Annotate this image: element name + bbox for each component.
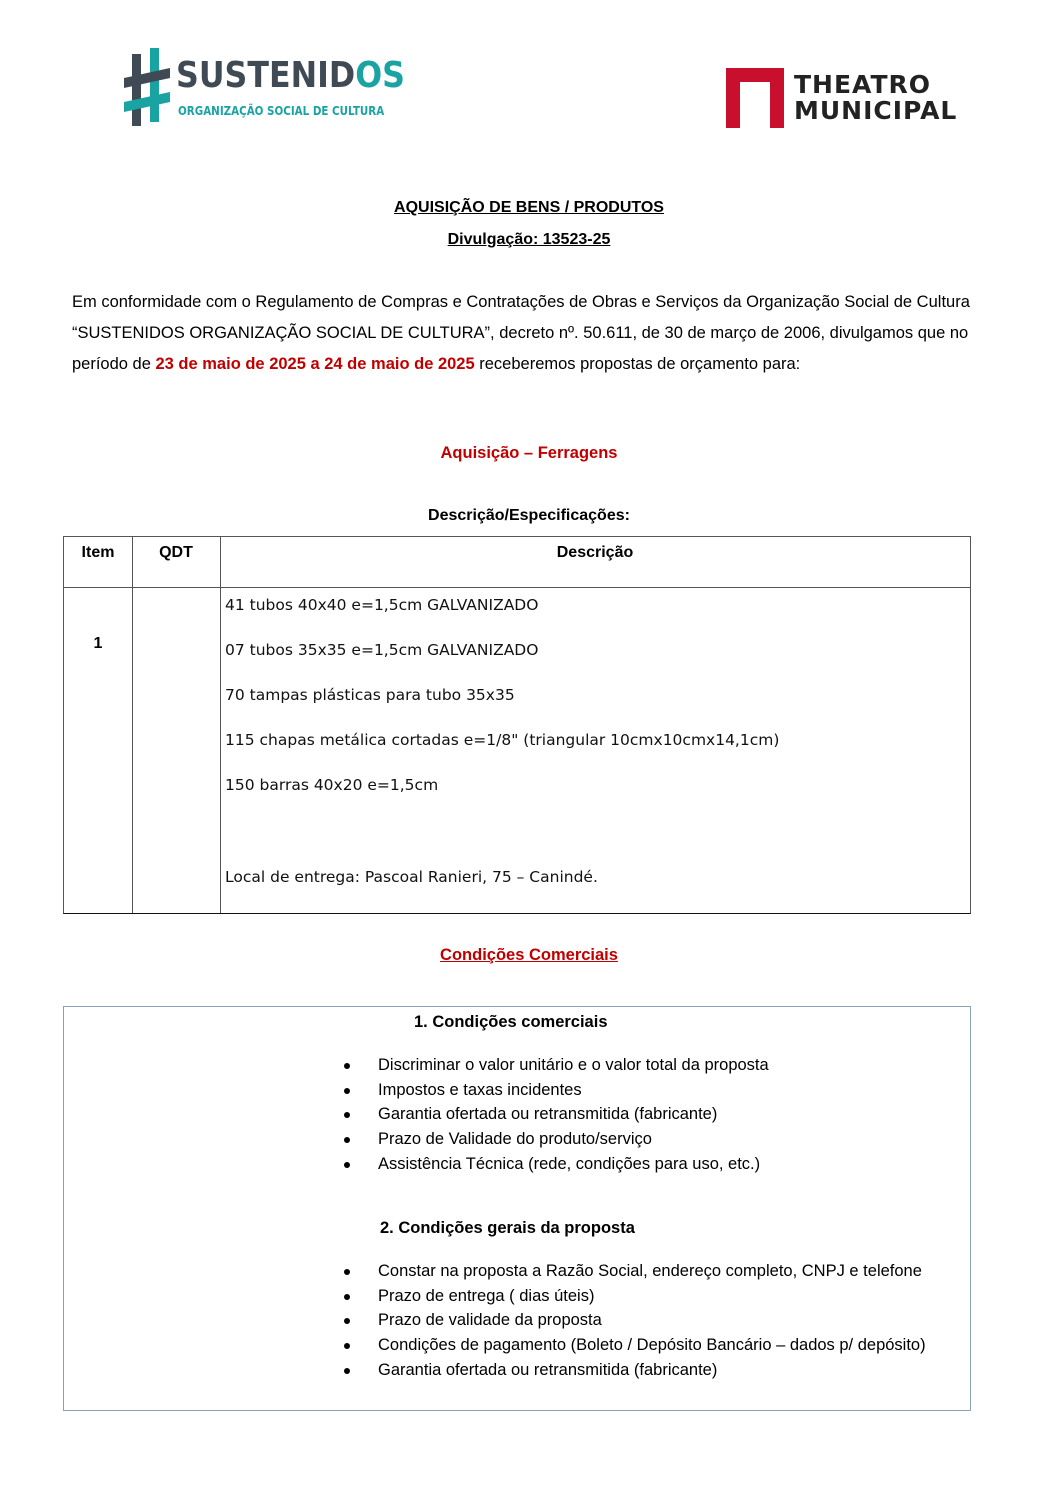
list-item: Constar na proposta a Razão Social, endereço completo, CNPJ e telefone xyxy=(64,1259,968,1284)
section2-list xyxy=(64,1259,968,1383)
period-highlight: 23 de maio de 2025 a 24 de maio de 2025 xyxy=(155,355,475,373)
section1-title: 1. Condições comerciais xyxy=(414,1013,608,1031)
hashtag-logo-icon xyxy=(124,48,170,128)
section2-title: 2. Condições gerais da proposta xyxy=(380,1219,635,1237)
list-item: Garantia ofertada ou retransmitida (fabricante) xyxy=(64,1102,968,1127)
list-item: Impostos e taxas incidentes xyxy=(64,1078,968,1103)
bullet-icon xyxy=(344,1088,350,1094)
bullet-icon xyxy=(344,1368,350,1374)
section1-list xyxy=(64,1053,968,1177)
bullet-icon xyxy=(344,1269,350,1275)
divulgacao-number: Divulgação: 13523-25 xyxy=(447,231,611,248)
intro-paragraph: Em conformidade com o Regulamento de Compras e Contratações de Obras e Serviços da Organização Social de Cultura “SUSTENIDOS ORGANIZAÇÃO SOCIAL DE CULTURA”, decreto nº. 50.611, de 30 de março de 2006, divulgamos que no período de 23 de maio de 2025 a 24 de maio de 2025 receberemos propostas de orçamento para: xyxy=(72,293,970,373)
description-line: 07 tubos 35x35 e=1,5cm GALVANIZADO xyxy=(225,641,539,659)
conditions-box xyxy=(63,1006,971,1411)
document-title: AQUISIÇÃO DE BENS / PRODUTOS xyxy=(394,199,664,216)
list-item: Condições de pagamento (Boleto / Depósito Bancário – dados p/ depósito) xyxy=(64,1333,968,1358)
list-item: Assistência Técnica (rede, condições para uso, etc.) xyxy=(64,1152,968,1177)
table-divider xyxy=(64,587,970,588)
table-divider xyxy=(132,537,133,913)
description-line: 150 barras 40x20 e=1,5cm xyxy=(225,776,439,794)
item-number: 1 xyxy=(93,635,103,652)
list-item: Prazo de entrega ( dias úteis) xyxy=(64,1284,968,1309)
bullet-icon xyxy=(344,1162,350,1168)
description-line: 41 tubos 40x40 e=1,5cm GALVANIZADO xyxy=(225,596,539,614)
theatro-municipal-logo xyxy=(724,66,964,130)
conditions-heading: Condições Comerciais xyxy=(440,946,618,964)
description-line: 70 tampas plásticas para tubo 35x35 xyxy=(225,686,515,704)
description-heading: Descrição/Especificações: xyxy=(428,507,630,524)
theatro-line2: MUNICIPAL xyxy=(794,96,958,125)
header-item: Item xyxy=(81,544,115,561)
bullet-icon xyxy=(344,1294,350,1300)
sustenidos-logo xyxy=(124,48,405,128)
list-item: Garantia ofertada ou retransmitida (fabricante) xyxy=(64,1358,968,1383)
description-line: 115 chapas metálica cortadas e=1/8" (triangular 10cmx10cmx14,1cm) xyxy=(225,731,780,749)
sustenidos-tagline: ORGANIZAÇÃO SOCIAL DE CULTURA xyxy=(178,104,385,118)
header-descricao: Descrição xyxy=(556,544,634,561)
bullet-icon xyxy=(344,1318,350,1324)
bullet-icon xyxy=(344,1063,350,1069)
bullet-icon xyxy=(344,1343,350,1349)
list-item: Prazo de Validade do produto/serviço xyxy=(64,1127,968,1152)
bullet-icon xyxy=(344,1112,350,1118)
list-item: Prazo de validade da proposta xyxy=(64,1308,968,1333)
theatro-line1: THEATRO xyxy=(794,70,932,99)
acquisition-subtitle: Aquisição – Ferragens xyxy=(440,444,618,462)
sustenidos-wordmark: SUSTENIDOS xyxy=(176,55,405,96)
items-table xyxy=(63,536,971,914)
list-item: Discriminar o valor unitário e o valor total da proposta xyxy=(64,1053,968,1078)
delivery-location: Local de entrega: Pascoal Ranieri, 75 – Canindé. xyxy=(225,868,598,886)
table-divider xyxy=(220,537,221,913)
theatro-arch-icon xyxy=(724,66,786,130)
header-qdt: QDT xyxy=(159,544,193,561)
bullet-icon xyxy=(344,1137,350,1143)
